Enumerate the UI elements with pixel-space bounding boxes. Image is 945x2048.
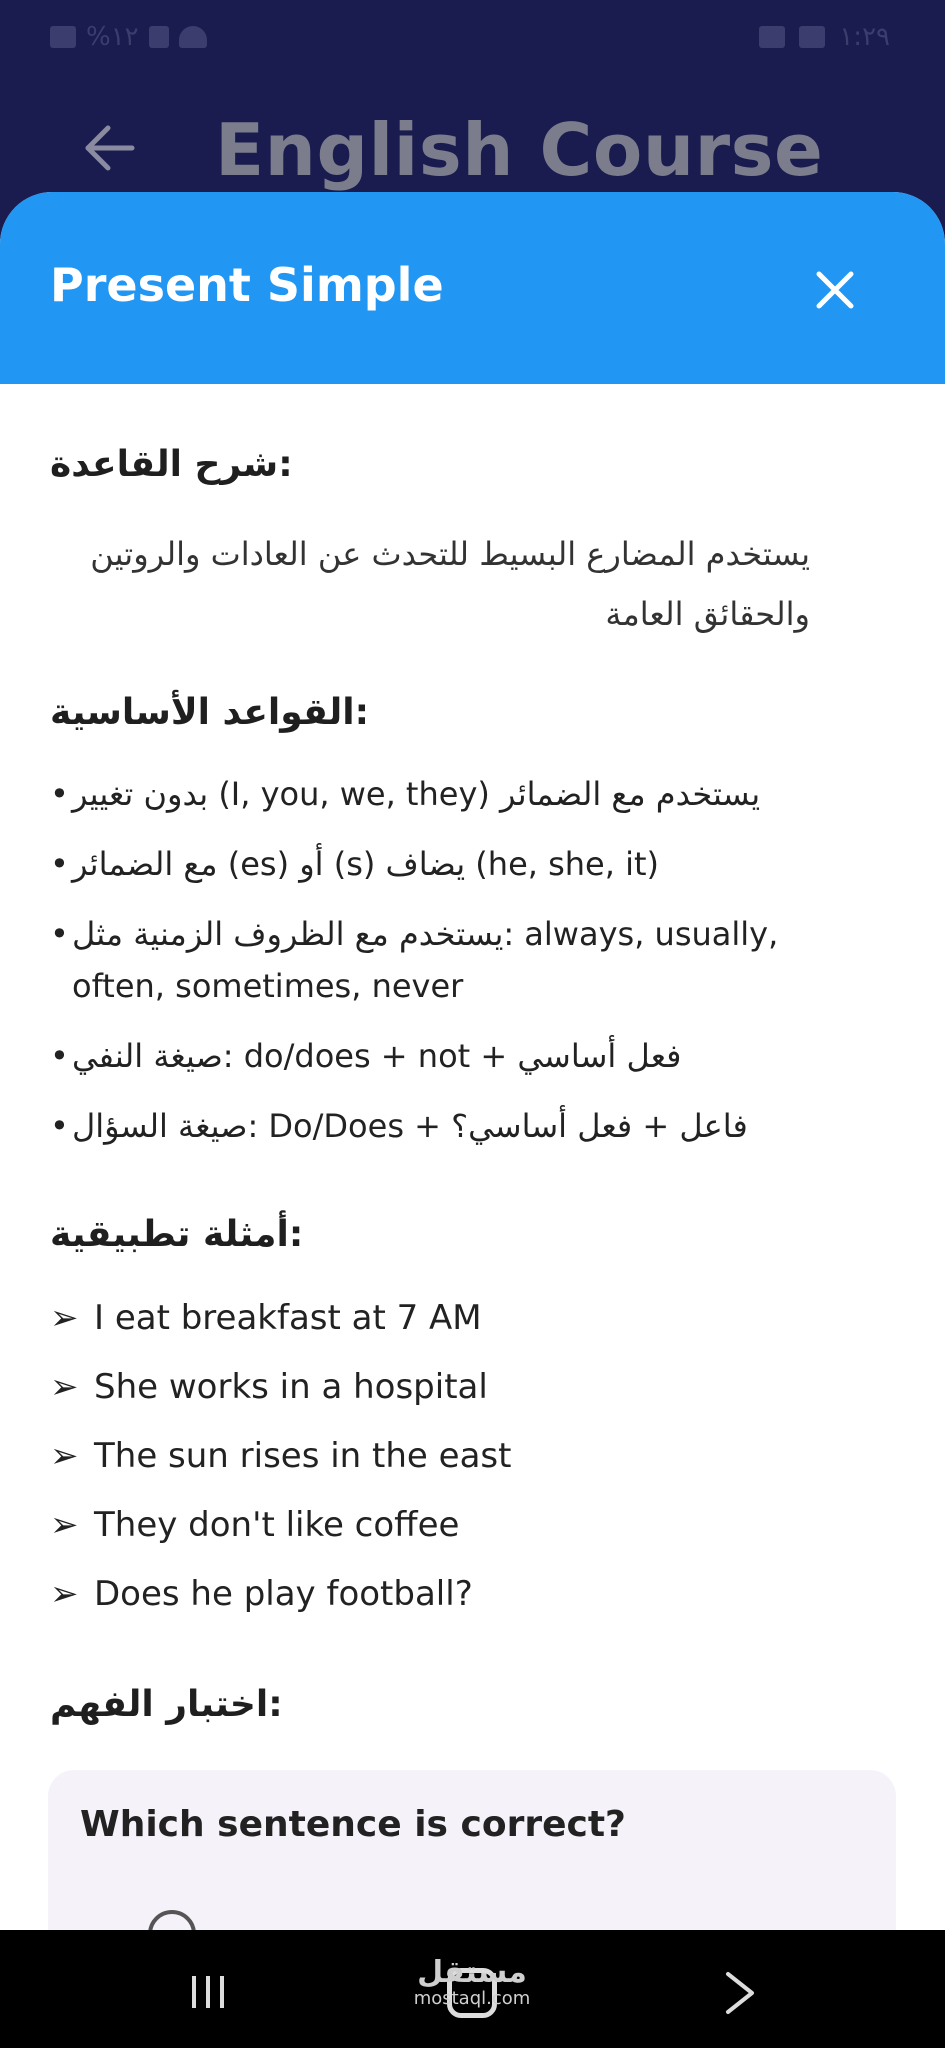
battery-icon — [50, 26, 76, 48]
quiz-question: Which sentence is correct? — [80, 1804, 626, 1845]
example-item — [50, 1574, 473, 1614]
rule-text: بدون تغيير (I, you, we, they) يستخدم مع الضمائر — [72, 775, 761, 813]
explanation-text: يستخدم المضارع البسيط للتحدث عن العادات والروتين والحقائق العامة — [90, 535, 810, 633]
explanation-heading: شرح القاعدة: — [50, 444, 293, 485]
rules-heading: القواعد الأساسية: — [50, 692, 369, 733]
arrow-bullet-icon: ➢ — [50, 1436, 79, 1476]
rule-text: مع الضمائر (es) أو (s) يضاف (he, she, it) — [72, 845, 659, 883]
battery-level: %١٢ — [86, 22, 139, 52]
quiz-option-radio[interactable] — [148, 1910, 196, 1932]
arrow-bullet-icon: ➢ — [50, 1505, 79, 1545]
recent-apps-icon[interactable] — [188, 1974, 228, 2010]
sheet-title: Present Simple — [50, 258, 444, 312]
gallery-icon — [759, 26, 785, 48]
watermark — [412, 1955, 532, 2012]
example-text: The sun rises in the east — [94, 1436, 512, 1476]
example-text: I eat breakfast at 7 AM — [94, 1298, 482, 1338]
bottom-sheet — [0, 192, 945, 1932]
arrow-bullet-icon: ➢ — [50, 1298, 79, 1338]
bullet-dot: • — [50, 1107, 69, 1145]
signal-icon — [149, 26, 169, 48]
status-left — [50, 22, 207, 52]
close-icon[interactable] — [813, 268, 857, 312]
watermark-arabic: مستقل — [417, 1955, 527, 1990]
rule-text: يستخدم مع الظروف الزمنية مثل: always, usually, often, sometimes, never — [72, 915, 779, 1005]
example-item — [50, 1436, 511, 1476]
arrow-bullet-icon: ➢ — [50, 1367, 79, 1407]
sheet-header — [0, 192, 945, 384]
status-time: ١:٢٩ — [839, 22, 890, 52]
arrow-bullet-icon: ➢ — [50, 1574, 79, 1614]
examples-heading: أمثلة تطبيقية: — [50, 1214, 304, 1255]
back-arrow-icon[interactable] — [80, 118, 140, 178]
quiz-heading: اختبار الفهم: — [50, 1684, 283, 1725]
watermark-domain: mostaql.com — [413, 1988, 531, 2009]
rule-text: صيغة النفي: do/does + not + فعل أساسي — [72, 1037, 682, 1075]
rule-text: صيغة السؤال: Do/Does + فاعل + فعل أساسي؟ — [72, 1107, 748, 1145]
example-text: Does he play football? — [94, 1574, 473, 1614]
example-item — [50, 1298, 482, 1338]
example-text: They don't like coffee — [94, 1505, 460, 1545]
example-item — [50, 1367, 488, 1407]
quiz-card — [48, 1770, 896, 1932]
status-bar — [0, 0, 945, 78]
bullet-dot: • — [50, 915, 69, 953]
bullet-dot: • — [50, 1037, 69, 1075]
example-text: She works in a hospital — [94, 1367, 488, 1407]
bullet-dot: • — [50, 775, 69, 813]
wifi-icon — [179, 26, 207, 48]
nav-back-chevron-icon[interactable] — [722, 1970, 758, 2016]
app-title: English Course — [215, 108, 824, 192]
folder-icon — [799, 26, 825, 48]
example-item — [50, 1505, 459, 1545]
status-right — [759, 22, 890, 52]
bullet-dot: • — [50, 845, 69, 883]
